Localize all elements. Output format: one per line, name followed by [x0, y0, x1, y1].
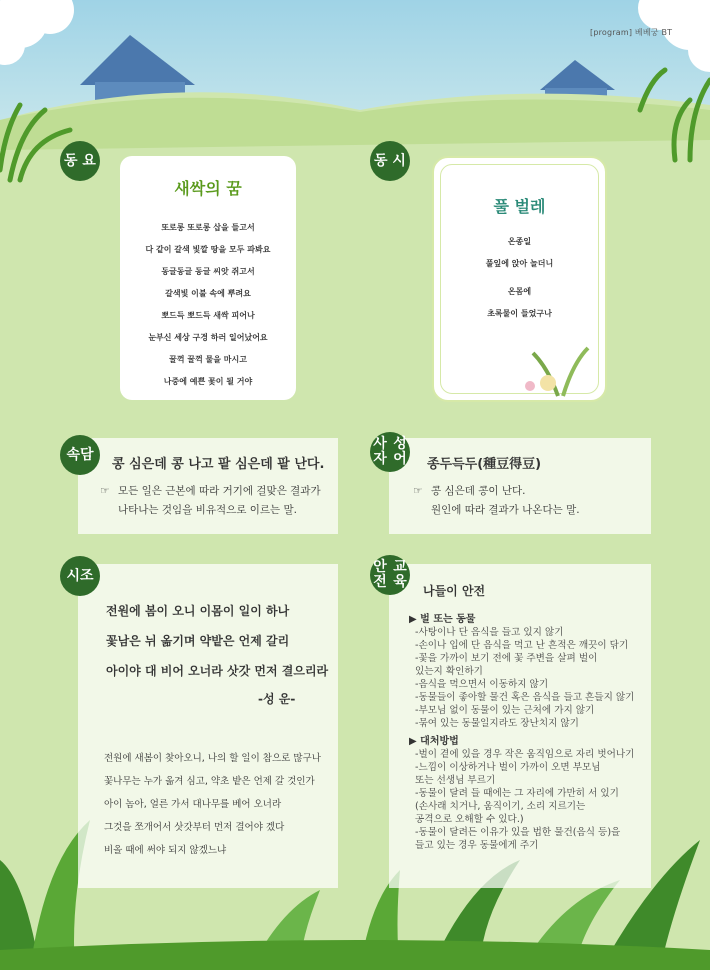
proverb-box	[78, 438, 338, 534]
idiom-title: 종두득두(種豆得豆)	[427, 457, 542, 472]
poem-card	[432, 156, 607, 402]
song-line: 꿀꺽 꿀꺽 물을 마시고	[169, 355, 247, 364]
poem-line: 온종일	[507, 237, 532, 246]
safety-badge-bottom: 교육	[393, 559, 407, 590]
song-badge: 동 요	[60, 141, 100, 181]
song-line: 다 같이 갈색 빛깔 땅을 모두 파봐요	[145, 245, 271, 254]
proverb-text-line: 모든 일은 근본에 따라 거기에 걸맞은 결과가	[118, 485, 321, 497]
safety-box	[389, 564, 651, 888]
safety-item: (손사래 치거나, 움직이기, 소리 지르기는	[415, 801, 586, 812]
safety-item: -음식을 먹으면서 이동하지 않기	[415, 679, 549, 690]
poem-line: 풀잎에 앉아 놀더니	[485, 259, 554, 268]
proverb-text-line: 나타나는 것임을 비유적으로 이르는 말.	[118, 504, 297, 516]
safety-section-1: ▶ 벌 또는 동물	[409, 614, 476, 625]
safety-section-2: ▶ 대처방법	[409, 736, 459, 747]
program-header: [program] 베베궁 BT	[590, 28, 673, 37]
sijo-author: -성 운-	[258, 692, 296, 706]
safety-item: -묶여 있는 동물일지라도 장난치지 않기	[415, 718, 579, 729]
plant-illustration	[518, 338, 598, 398]
poem-line: 초록물이 들었구나	[487, 309, 552, 318]
song-line: 갈색빛 이불 속에 뿌려요	[165, 289, 251, 298]
idiom-badge	[370, 432, 410, 472]
sijo-line: 아이야 대 비어 오너라 삿갓 먼저 결으리라	[106, 664, 329, 678]
safety-item: 들고 있는 경우 동물에게 주기	[415, 840, 539, 851]
safety-item: -벌이 곁에 있을 경우 작은 움직임으로 자리 벗어나기	[415, 749, 635, 760]
song-line: 동글동글 동글 씨앗 쥐고서	[161, 267, 255, 276]
idiom-text-line: 콩 심은데 콩이 난다.	[431, 485, 526, 497]
safety-badge-top: 안전	[373, 559, 387, 590]
song-line: 나중에 예쁜 꽃이 될 거야	[163, 377, 253, 386]
poem-title: 풀 벌레	[493, 197, 546, 216]
sijo-line: 전원에 봄이 오니 이몸이 일이 하나	[106, 604, 290, 618]
proverb-mark: ☞	[100, 485, 110, 497]
idiom-text-line: 원인에 따라 결과가 나온다는 말.	[431, 504, 580, 516]
proverb-badge: 속담	[60, 435, 100, 475]
safety-item: -꽃을 가까이 보기 전에 꽃 주변을 살펴 벌이	[415, 653, 598, 664]
sijo-translation-line: 꽃나무는 누가 옮겨 심고, 약초 밭은 언제 갈 것인가	[104, 776, 315, 787]
safety-item: 있는지 확인하기	[415, 666, 483, 677]
safety-item: -동물이 달려 들 때에는 그 자리에 가만히 서 있기	[415, 788, 619, 799]
safety-item: -부모님 없이 동물이 있는 근처에 가지 않기	[415, 705, 595, 716]
safety-item: -동물이 달려든 이유가 있을 법한 물건(음식 등)을	[415, 827, 621, 838]
song-title: 새싹의 꿈	[174, 179, 242, 198]
sijo-badge: 시조	[60, 556, 100, 596]
safety-item: -사탕이나 단 음식을 들고 있지 않기	[415, 627, 564, 638]
idiom-mark: ☞	[413, 485, 423, 497]
safety-item: -느낌이 이상하거나 벌이 가까이 오면 부모님	[415, 762, 601, 773]
safety-title: 나들이 안전	[423, 584, 486, 598]
sijo-line: 꽃남은 뉘 옮기며 약밭은 언제 갈리	[106, 634, 290, 648]
sijo-translation-line: 그것을 쪼개어서 삿갓부터 먼저 결어야 겠다	[104, 822, 285, 833]
poem-line: 온몸에	[507, 287, 532, 296]
sijo-box	[78, 564, 338, 888]
sijo-translation-line: 아이 놈아, 얼른 가서 대나무를 베어 오너라	[104, 799, 282, 810]
safety-item: -동물들이 좋아할 물건 혹은 음식을 들고 흔들지 않기	[415, 692, 635, 703]
sijo-translation-line: 전원에 새봄이 찾아오니, 나의 할 일이 참으로 많구나	[104, 753, 321, 764]
safety-item: 공격으로 오해할 수 있다.)	[415, 814, 524, 825]
idiom-box	[389, 438, 651, 534]
idiom-badge-bottom: 성어	[393, 436, 407, 467]
safety-badge	[370, 555, 410, 595]
safety-item: 또는 선생님 부르기	[415, 775, 496, 786]
song-line: 눈부신 세상 구경 하러 일어났어요	[148, 333, 268, 342]
song-card	[120, 156, 296, 400]
proverb-title: 콩 심은데 콩 나고 팥 심은데 팥 난다.	[112, 457, 325, 472]
safety-item: -손이나 입에 단 음식을 먹고 난 흔적은 깨끗이 닦기	[415, 640, 629, 651]
sijo-translation-line: 비올 때에 써야 되지 않겠느냐	[104, 845, 227, 856]
song-line: 또로롱 또로롱 삽을 들고서	[161, 223, 255, 232]
song-line: 뽀드득 뽀드득 새싹 피어나	[161, 311, 255, 320]
idiom-badge-top: 사자	[373, 436, 387, 467]
poem-badge: 동 시	[370, 141, 410, 181]
